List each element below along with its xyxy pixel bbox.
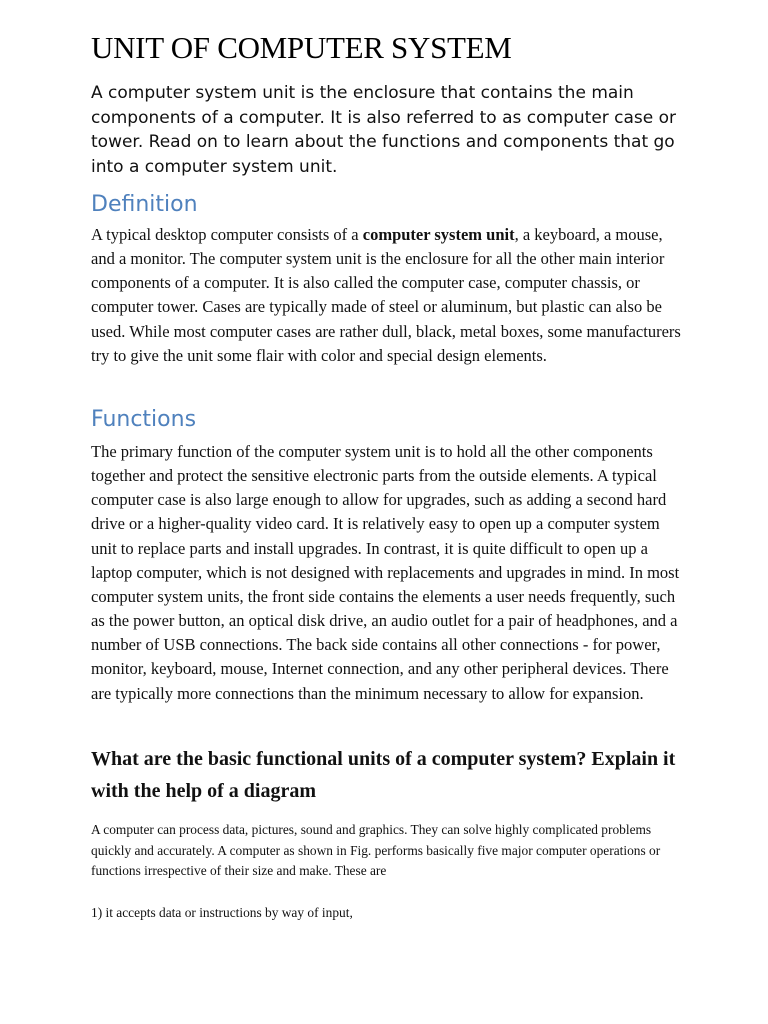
definition-text-start: A typical desktop computer consists of a: [91, 225, 363, 244]
document-title: UNIT OF COMPUTER SYSTEM: [91, 30, 512, 65]
functions-heading: Functions: [91, 407, 197, 432]
definition-text-end: , a keyboard, a mouse, and a monitor. The computer system unit is the enclosure for all the other main interior components of a computer. It is also called the computer case, computer chassis, or computer tower. Cases are typically made of steel or aluminum, but plastic can also be used. While most computer cases are rather dull, black, metal boxes, some manufacturers try to give the unit some flair with color and special design elements.: [91, 225, 681, 365]
definition-paragraph: [91, 223, 683, 368]
intro-paragraph: A computer system unit is the enclosure that contains the main components of a computer. It is also referred to as computer case or tower. Read on to learn about the functions and components that go into a computer system unit.: [91, 83, 677, 177]
definition-bold-term: computer system unit: [362, 225, 515, 244]
question-paragraph: A computer can process data, pictures, sound and graphics. They can solve highly complicated problems quickly and accurately. A computer as shown in Fig. performs basically five major computer operations or functions irrespective of their size and make. These are: [91, 822, 661, 878]
list-item-1: 1) it accepts data or instructions by way of input,: [91, 905, 353, 920]
functions-paragraph: The primary function of the computer system unit is to hold all the other components together and protect the sensitive electronic parts from the outside elements. A typical computer case is also large enough to allow for upgrades, such as adding a second hard drive or a higher-quality video card. It is relatively easy to open up a computer system unit to replace parts and install upgrades. In contrast, it is quite difficult to open up a laptop computer, which is not designed with replacements and upgrades in mind. In most computer system units, the front side contains the elements a user needs frequently, such as the power button, an optical disk drive, an audio outlet for a pair of headphones, and a number of USB connections. The back side contains all other connections - for power, monitor, keyboard, mouse, Internet connection, and any other peripheral devices. There are typically more connections than the minimum necessary to allow for expansion.: [91, 442, 680, 703]
definition-heading: Definition: [91, 192, 198, 217]
question-heading: What are the basic functional units of a computer system? Explain it with the help of a diagram: [91, 748, 676, 802]
